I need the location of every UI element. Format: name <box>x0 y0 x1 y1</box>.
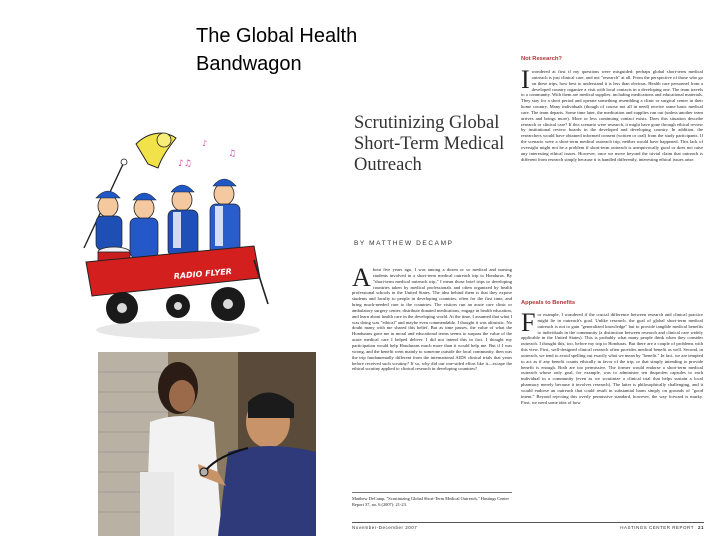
article-left-column <box>352 263 512 372</box>
doctor-figures <box>96 179 240 258</box>
left-dropcap: A <box>352 263 371 292</box>
music-notes-icon <box>178 139 236 169</box>
article-heading <box>354 113 514 176</box>
section2-body-text: or example, I wondered if the crucial difference between research and clinical practice might lie in outreach's goal. Unlike research, the goal of global short-term medical outreach is not to gain "generalized knowledge" but to provide tangible medical benefits to individuals in the community (a distinction between research and clinical care widely applicable in the United States). This is probably what many people think when they consider outreach. I thought this, too, before my trip to Honduras. But there are a couple of problems with this view. First, well-designed clinical research often provides medical benefit as well. Second, in outreach, we tend to avoid spelling out exactly what we mean by "benefit." In fact, we are tempted to act as if any benefit counts ethically in favor of the trip, or that simply intending to provide benefit is enough. Both are too permissive. The former would endorse a short-term medical outreach whose only goal, for example, was to administer ten ibuprofen capsules to each individual in a community (even as we scrutinize a clinical trial that helps sustain a local pharmacy merely because it involves research). The latter is philosophically challenging, and it would endorse an outreach that could result in substantial harm simply on grounds of "good intent." Beyond rejecting this overly permissive standard, however, the way forward is murky. First, we need some idea of how <box>521 312 703 405</box>
article-heading-line-1: Scrutinizing Global <box>354 113 500 133</box>
section2-paragraph <box>521 308 703 406</box>
page-number: 21 <box>697 525 704 530</box>
section-heading-appeals-to-benefits: Appeals to Benefits <box>521 300 576 306</box>
page-footer <box>352 522 704 530</box>
section-heading-not-research: Not Research? <box>521 56 562 62</box>
article-footnote: Matthew DeCamp, "Scrutinizing Global Short-Term Medical Outreach," Hastings Center Report 37, no. 6 (2007): 21-23. <box>352 492 512 507</box>
trumpet-icon <box>136 133 176 168</box>
section1-paragraph <box>521 65 703 163</box>
wagon-label: RADIO FLYER <box>173 266 233 281</box>
clinic-photo <box>98 352 316 536</box>
footer-date: November-December 2007 <box>352 525 418 530</box>
section1-dropcap: I <box>521 65 530 94</box>
article-page <box>330 55 715 535</box>
section2-dropcap: F <box>521 308 536 337</box>
footer-journal-name: HASTINGS CENTER REPORT <box>620 525 694 530</box>
svg-text:♪♫: ♪♫ <box>178 159 192 169</box>
left-body-text: bout five years ago, I was among a dozen or so medical and nursing students involved in a short-term medical outreach trip to Honduras. By "short-term medical outreach trip," I mean those brief trips to developing countries taken by medical professionals and often organized by health professional schools in the United States. The idea behind them is that they expose students and faculty to people in developing countries, often for the first time, and bring much-needed care to the countries. The visitors run an acute care clinic or ambulatory surgery center, distribute donated medications, engage in health education, and learn about health care in the developing world. At the time, I assumed that what I was doing was "ethical" and maybe even commendable. I thought it was altruistic. No doubt many with me shared this belief. But as time passes, the value of what the Hondurans gave me in moral and educational terms seems to surpass the value of the acute medical care I helped deliver. I did not intend this in fact. I thought my participation would help Hondurans much more than it would help me. But if I was wrong, and the benefit went mainly to someone outside the local community, then was the trip fundamentally different from the international AIDS clinical trials that years before received such scrutiny? If so, why did our one-sided effort like it—escape the ethical scrutiny applied to clinical research in developing countries? <box>352 267 512 372</box>
slide-title-line-2: Bandwagon <box>196 53 302 75</box>
svg-text:♫: ♫ <box>228 149 237 159</box>
article-byline: BY MATTHEW DECAMP <box>354 240 454 247</box>
slide-title-line-1: The Global Health <box>196 25 358 47</box>
svg-text:♪: ♪ <box>202 139 208 148</box>
footer-journal <box>620 525 704 530</box>
section1-body-text: wondered at first if my questions were misguided: perhaps global short-term medical outreach is just clinical care, and not "research" at all. From the perspective of those who go on these trips, how best to understand it is less than obvious. Health care personnel from a developed country organize a visit with local contacts in a developing one. The team travels to a community. With them are medical supplies, including medications and educational materials. They stay for a short period and operate something resembling a clinic or surgical center in their home country. Many individuals (though of course not all in need) receive some basic medical care. The team departs. Some time later, the medication and supplies run out (unless another team arrives and brings more). More or less continuing contact exists. Does this situation describe research or clinical care? If this scenario were research, it might have gone through ethical review by institutional review boards in the developed and developing country. In addition, the researchers would have obtained informed consent (written or oral) from the study participants. If the scenario were a short-term medical outreach trip, neither would have happened. This lack of oversight might not be a problem if short-term outreach is unequivocally good or does not raise any interesting ethical issues. However, once we move beyond the trivial claim that outreach is different from research simply because it is handled differently, interesting ethical issues arise. <box>521 69 703 162</box>
bandwagon-cartoon <box>78 128 270 350</box>
article-heading-line-2: Short-Term Medical <box>354 134 505 154</box>
article-heading-line-3: Outreach <box>354 155 422 175</box>
